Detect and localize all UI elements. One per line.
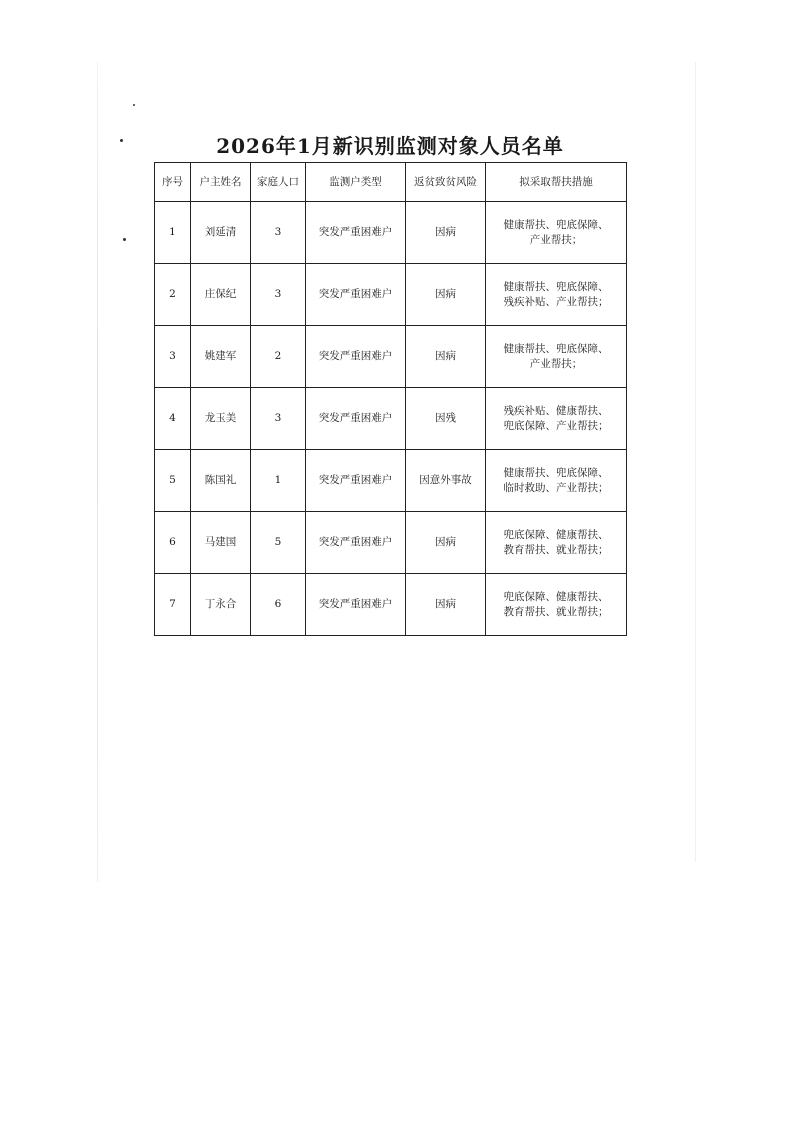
cell-monitoring-type: 突发严重困难户 [306, 388, 406, 450]
cell-poverty-risk: 因意外事故 [406, 450, 486, 512]
scan-speck [123, 238, 126, 241]
cell-householder-name: 庄保纪 [191, 264, 251, 326]
cell-serial-no: 6 [155, 512, 191, 574]
header-householder-name: 户主姓名 [191, 163, 251, 202]
cell-family-population: 6 [251, 574, 306, 636]
cell-family-population: 1 [251, 450, 306, 512]
measures-line: 兜底保障、健康帮扶、 [503, 590, 609, 603]
measures-line: 健康帮扶、兜底保障、 [503, 466, 609, 479]
cell-poverty-risk: 因病 [406, 574, 486, 636]
measures-line: 兜底保障、健康帮扶、 [503, 528, 609, 541]
cell-assistance-measures [486, 450, 627, 512]
cell-family-population: 3 [251, 264, 306, 326]
table-row [155, 202, 627, 264]
cell-assistance-measures [486, 512, 627, 574]
cell-poverty-risk: 因残 [406, 388, 486, 450]
cell-householder-name: 龙玉美 [191, 388, 251, 450]
measures-line: 健康帮扶、兜底保障、 [503, 280, 609, 293]
cell-serial-no: 1 [155, 202, 191, 264]
table-row [155, 450, 627, 512]
document-title: 2026年1月新识别监测对象人员名单 [216, 134, 564, 158]
header-poverty-risk: 返贫致贫风险 [406, 163, 486, 202]
measures-line: 兜底保障、产业帮扶； [503, 419, 609, 432]
cell-family-population: 3 [251, 202, 306, 264]
header-monitoring-type: 监测户类型 [306, 163, 406, 202]
header-serial-no: 序号 [155, 163, 191, 202]
cell-householder-name: 刘延清 [191, 202, 251, 264]
measures-line: 产业帮扶； [529, 357, 583, 370]
cell-monitoring-type: 突发严重困难户 [306, 450, 406, 512]
scan-speck [120, 139, 123, 142]
measures-line: 残疾补贴、健康帮扶、 [503, 404, 609, 417]
cell-serial-no: 4 [155, 388, 191, 450]
cell-assistance-measures [486, 388, 627, 450]
cell-assistance-measures [486, 326, 627, 388]
cell-monitoring-type: 突发严重困难户 [306, 202, 406, 264]
measures-line: 健康帮扶、兜底保障、 [503, 342, 609, 355]
cell-monitoring-type: 突发严重困难户 [306, 512, 406, 574]
measures-line: 教育帮扶、就业帮扶； [503, 543, 609, 556]
scan-edge-right [695, 62, 696, 862]
measures-line: 教育帮扶、就业帮扶； [503, 605, 609, 618]
cell-assistance-measures [486, 574, 627, 636]
cell-assistance-measures [486, 264, 627, 326]
cell-family-population: 2 [251, 326, 306, 388]
cell-householder-name: 陈国礼 [191, 450, 251, 512]
measures-line: 产业帮扶； [529, 233, 583, 246]
table-row [155, 574, 627, 636]
cell-assistance-measures [486, 202, 627, 264]
measures-line: 健康帮扶、兜底保障、 [503, 218, 609, 231]
table-row [155, 388, 627, 450]
cell-householder-name: 丁永合 [191, 574, 251, 636]
scan-speck [133, 104, 135, 106]
cell-serial-no: 2 [155, 264, 191, 326]
measures-line: 临时救助、产业帮扶； [503, 481, 609, 494]
table-row [155, 326, 627, 388]
cell-monitoring-type: 突发严重困难户 [306, 326, 406, 388]
monitoring-roster-table [154, 162, 627, 636]
measures-line: 残疾补贴、产业帮扶； [503, 295, 609, 308]
cell-householder-name: 马建国 [191, 512, 251, 574]
cell-poverty-risk: 因病 [406, 202, 486, 264]
header-family-population: 家庭人口 [251, 163, 306, 202]
cell-family-population: 5 [251, 512, 306, 574]
scan-edge-left [97, 62, 98, 882]
cell-serial-no: 5 [155, 450, 191, 512]
table-row [155, 264, 627, 326]
table-row [155, 512, 627, 574]
cell-serial-no: 7 [155, 574, 191, 636]
cell-monitoring-type: 突发严重困难户 [306, 264, 406, 326]
cell-serial-no: 3 [155, 326, 191, 388]
header-assistance-measures: 拟采取帮扶措施 [486, 163, 627, 202]
table-header-row [155, 163, 627, 202]
cell-poverty-risk: 因病 [406, 326, 486, 388]
cell-monitoring-type: 突发严重困难户 [306, 574, 406, 636]
cell-poverty-risk: 因病 [406, 512, 486, 574]
cell-poverty-risk: 因病 [406, 264, 486, 326]
cell-householder-name: 姚建军 [191, 326, 251, 388]
cell-family-population: 3 [251, 388, 306, 450]
